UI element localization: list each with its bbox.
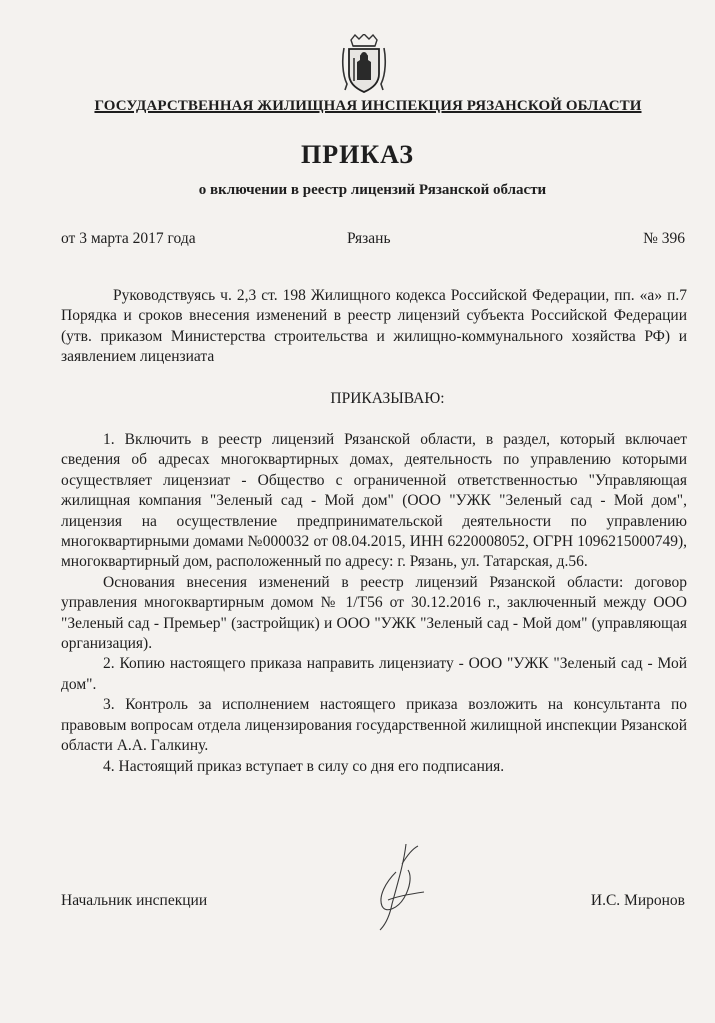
document-number: № 396 [643,230,685,247]
order-items [61,430,687,777]
handwritten-signature [368,842,438,932]
document-date: от 3 марта 2017 года [61,230,196,247]
signatory-name: И.С. Миронов [590,892,685,909]
document-title: ПРИКАЗ [300,140,415,169]
intro-paragraph-block [61,286,687,368]
order-item-1: 1. Включить в реестр лицензий Рязанской области, в раздел, который включает сведения об адресах многоквартирных домах, деятельность по управлению которыми осуществляет лицензиат - Общество с ограниченной ответственностью "Управляющая жилищная компания "Зеленый сад - Мой дом" (ООО "УЖК "Зеленый сад - Мой дом", лицензия на осуществление предпринимательской деятельности по управлению многоквартирными домами №000032 от 08.04.2015, ИНН 6220008052, ОГРН 1096215000749), многоквартирный дом, расположенный по адресу: г. Рязань, ул. Татарская, д.56. [61,431,687,571]
order-item-4: 4. Настоящий приказ вступает в силу со дня его подписания. [103,757,505,775]
order-word: ПРИКАЗЫВАЮ: [330,390,445,407]
order-basis: Основания внесения изменений в реестр лицензий Рязанской области: договор управления многоквартирным домом № 1/Т56 от 30.12.2016 г., заключенный между ООО "Зеленый сад - Премьер" (застройщик) и ООО "УЖК "Зеленый сад - Мой дом" (управляющая организация). [61,573,687,653]
ryazan-coat-of-arms-icon [341,34,387,94]
order-item-3: 3. Контроль за исполнением настоящего приказа возложить на консультанта по правовым вопросам отдела лицензирования государственной жилищной инспекции Рязанской области А.А. Галкину. [61,696,687,755]
document-subtitle: о включении в реестр лицензий Рязанской области [198,182,547,198]
order-item-2: 2. Копию настоящего приказа направить лицензиату - ООО "УЖК "Зеленый сад - Мой дом". [61,655,687,693]
intro-paragraph: Руководствуясь ч. 2,3 ст. 198 Жилищного кодекса Российской Федерации, пп. «а» п.7 Порядка и сроков внесения изменений в реестр лицензий субъекта Российской Федерации (утв. приказом Министерства строительства и жилищно-коммунального хозяйства РФ) и заявлением лицензиата [61,287,687,366]
organization-header: ГОСУДАРСТВЕННАЯ ЖИЛИЩНАЯ ИНСПЕКЦИЯ РЯЗАНСКОЙ ОБЛАСТИ [94,98,642,114]
signatory-title: Начальник инспекции [61,892,208,909]
document-city: Рязань [347,230,391,247]
